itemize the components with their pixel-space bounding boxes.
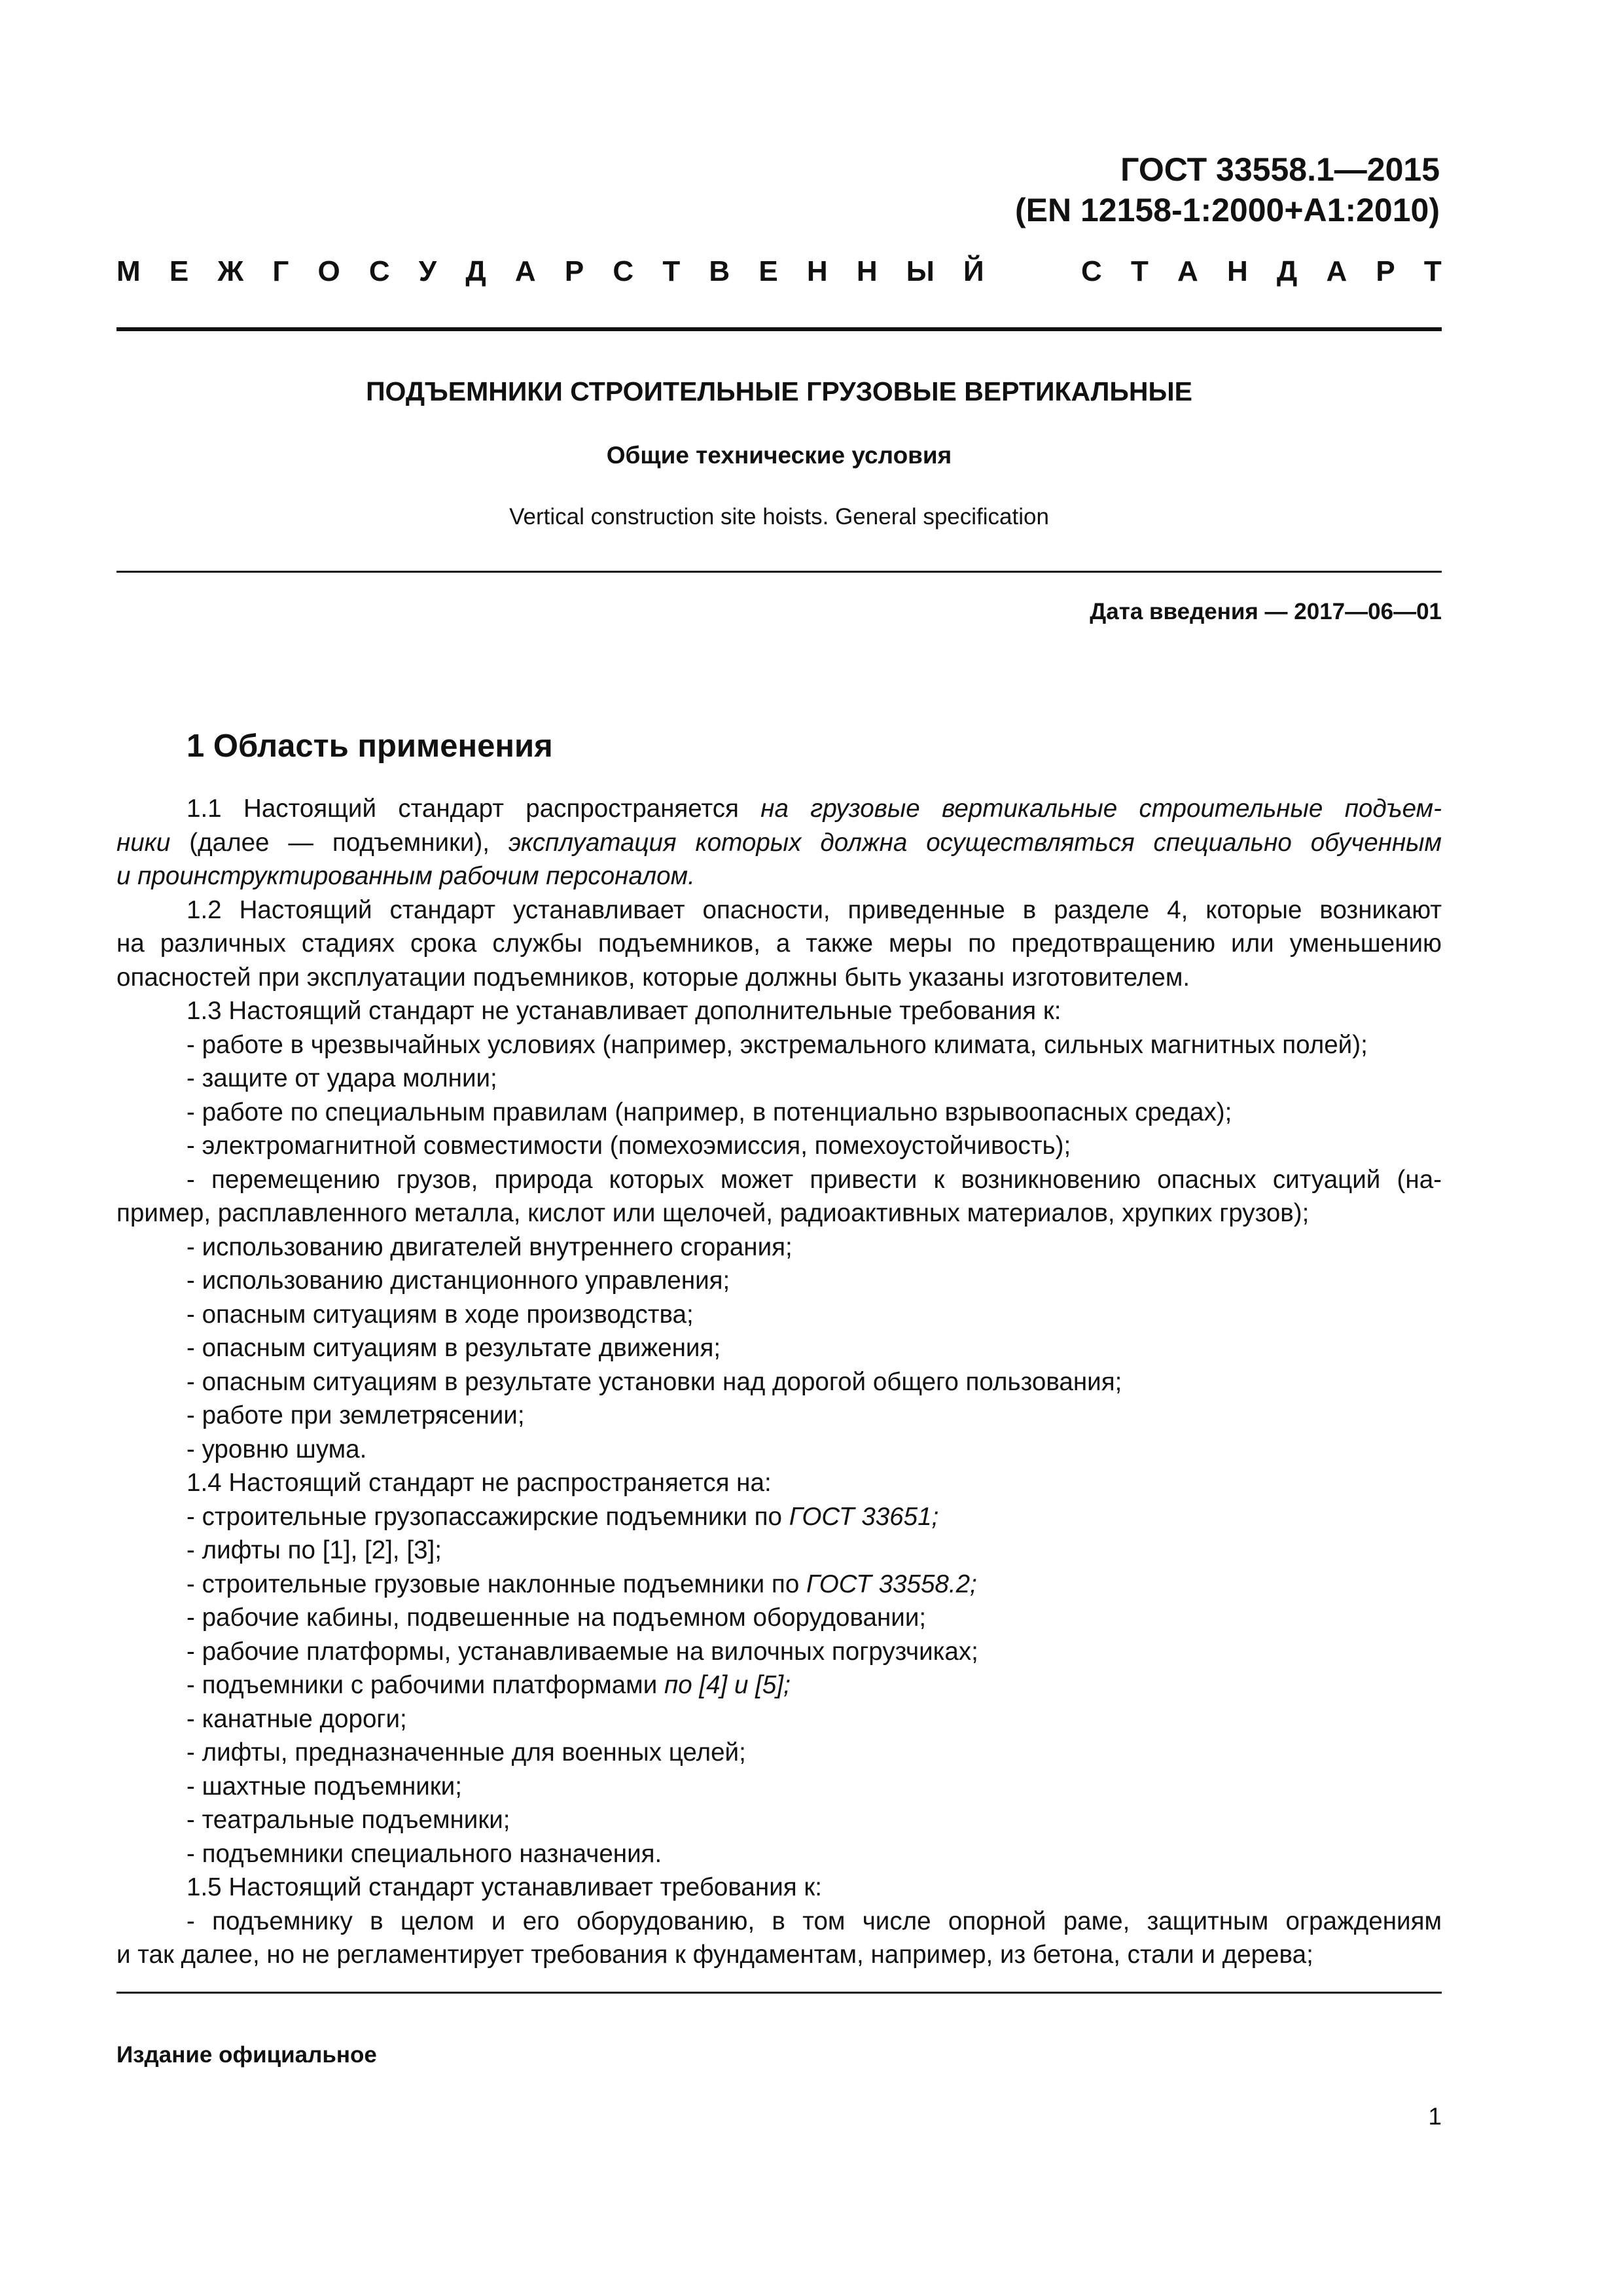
paragraph-line: 1.3 Настоящий стандарт не устанавливает дополнительные требования к: bbox=[187, 997, 1061, 1025]
paragraph-line: 1.1 Настоящий стандарт распространяется на грузовые вертикальные строительные подъем- bbox=[187, 795, 1442, 823]
list-item: - работе в чрезвычайных условиях (например, экстремального климата, сильных магнитных полей); bbox=[187, 1030, 1368, 1059]
org-letter: О bbox=[317, 255, 340, 287]
standard-type-heading bbox=[116, 255, 1442, 288]
org-letter: Г bbox=[272, 255, 289, 287]
word-gap bbox=[1013, 255, 1052, 288]
list-item: - подъемники специального назначения. bbox=[187, 1839, 662, 1868]
list-item: - работе по специальным правилам (например, в потенциально взрывоопасных средах); bbox=[187, 1098, 1232, 1126]
list-item: и так далее, но не регламентирует требования к фундаментам, например, из бетона, стали и дерева; bbox=[116, 1941, 1313, 1969]
paragraph-line: ники (далее — подъемники), эксплуатация которых должна осуществляться специально обученным bbox=[116, 828, 1442, 857]
list-item: - электромагнитной совместимости (помехоэмиссия, помехоустойчивость); bbox=[187, 1132, 1071, 1160]
page-number: 1 bbox=[1428, 2103, 1442, 2130]
org-letter: Д bbox=[1276, 255, 1298, 287]
paragraph-line: 1.2 Настоящий стандарт устанавливает опасности, приведенные в разделе 4, которые возникают bbox=[187, 895, 1442, 924]
list-item: - уровню шума. bbox=[187, 1435, 367, 1463]
org-letter: Р bbox=[1376, 255, 1395, 287]
org-letter: Н bbox=[856, 255, 878, 287]
list-item: - театральные подъемники; bbox=[187, 1806, 510, 1834]
english-title: Vertical construction site hoists. General specification bbox=[509, 504, 1049, 529]
section-body bbox=[116, 792, 1442, 1972]
paragraph-line: и проинструктированным рабочим персоналом. bbox=[116, 862, 695, 890]
list-item: - опасным ситуациям в результате установки над дорогой общего пользования; bbox=[187, 1367, 1122, 1396]
footer-rule bbox=[116, 1992, 1442, 1994]
list-item: - рабочие платформы, устанавливаемые на вилочных погрузчиках; bbox=[187, 1637, 978, 1666]
org-letter: У bbox=[418, 255, 437, 287]
list-item: - шахтные подъемники; bbox=[187, 1772, 462, 1801]
list-item: - опасным ситуациям в ходе производства; bbox=[187, 1300, 694, 1329]
org-letter: Ж bbox=[217, 255, 244, 287]
org-letter: Е bbox=[169, 255, 189, 287]
org-letter: С bbox=[1080, 255, 1102, 287]
document-title: ПОДЪЕМНИКИ СТРОИТЕЛЬНЫЕ ГРУЗОВЫЕ ВЕРТИКАЛЬНЫЕ bbox=[366, 376, 1192, 406]
org-letter: А bbox=[1177, 255, 1198, 287]
paragraph-line: 1.4 Настоящий стандарт не распространяется на: bbox=[187, 1469, 772, 1497]
list-item: - опасным ситуациям в результате движения; bbox=[187, 1334, 721, 1362]
document-subtitle: Общие технические условия bbox=[606, 442, 952, 469]
list-item: - лифты, предназначенные для военных целей; bbox=[187, 1738, 746, 1767]
list-item: - работе при землетрясении; bbox=[187, 1401, 525, 1429]
org-letter: Ы bbox=[906, 255, 935, 287]
org-letter: Н bbox=[806, 255, 828, 287]
list-item: - канатные дороги; bbox=[187, 1704, 407, 1733]
org-letter: Н bbox=[1226, 255, 1248, 287]
org-letter: Д bbox=[465, 255, 486, 287]
list-item: - использованию двигателей внутреннего сгорания; bbox=[187, 1232, 793, 1261]
introduction-date: Дата введения — 2017—06—01 bbox=[1090, 599, 1442, 624]
list-item: - использованию дистанционного управления; bbox=[187, 1266, 730, 1295]
list-item: - подъемнику в целом и его оборудованию, в том числе опорной раме, защитным ограждениям bbox=[187, 1907, 1442, 1935]
section-heading: 1 Область применения bbox=[187, 728, 553, 764]
header-rule bbox=[116, 327, 1442, 331]
org-letter: Т bbox=[1130, 255, 1149, 287]
document-code: ГОСТ 33558.1—2015 bbox=[1120, 151, 1440, 188]
org-letter: А bbox=[514, 255, 536, 287]
list-item: - перемещению грузов, природа которых может привести к возникновению опасных ситуаций (на- bbox=[187, 1165, 1442, 1194]
official-edition-label: Издание официальное bbox=[116, 2042, 377, 2068]
org-letter: В bbox=[709, 255, 730, 287]
org-letter: Т bbox=[1423, 255, 1442, 287]
list-item: - рабочие кабины, подвешенные на подъемном оборудовании; bbox=[187, 1604, 927, 1632]
org-letter: С bbox=[368, 255, 390, 287]
paragraph-line: опасностей при эксплуатации подъемников, которые должны быть указаны изготовителем. bbox=[116, 963, 1190, 992]
list-item: - строительные грузовые наклонные подъемники по ГОСТ 33558.2; bbox=[187, 1570, 977, 1598]
title-rule bbox=[116, 571, 1442, 573]
paragraph-line: на различных стадиях срока службы подъемников, а также меры по предотвращению или уменьшению bbox=[116, 929, 1442, 958]
org-letter: Е bbox=[758, 255, 778, 287]
org-letter: Т bbox=[662, 255, 681, 287]
org-letter: Й bbox=[963, 255, 984, 287]
org-letter: А bbox=[1326, 255, 1347, 287]
org-letter: М bbox=[116, 255, 141, 287]
en-standard-code: (EN 12158-1:2000+A1:2010) bbox=[1014, 192, 1440, 228]
list-item: - защите от удара молнии; bbox=[187, 1064, 497, 1092]
list-item: - строительные грузопассажирские подъемники по ГОСТ 33651; bbox=[187, 1502, 939, 1531]
paragraph-line: 1.5 Настоящий стандарт устанавливает требования к: bbox=[187, 1873, 822, 1901]
list-item: - подъемники с рабочими платформами по [4] и [5]; bbox=[187, 1671, 791, 1699]
org-letter: С bbox=[613, 255, 634, 287]
list-item: пример, расплавленного металла, кислот или щелочей, радиоактивных материалов, хрупких грузов); bbox=[116, 1199, 1310, 1227]
list-item: - лифты по [1], [2], [3]; bbox=[187, 1536, 442, 1564]
org-letter: Р bbox=[564, 255, 584, 287]
document-code-block bbox=[1015, 149, 1440, 230]
